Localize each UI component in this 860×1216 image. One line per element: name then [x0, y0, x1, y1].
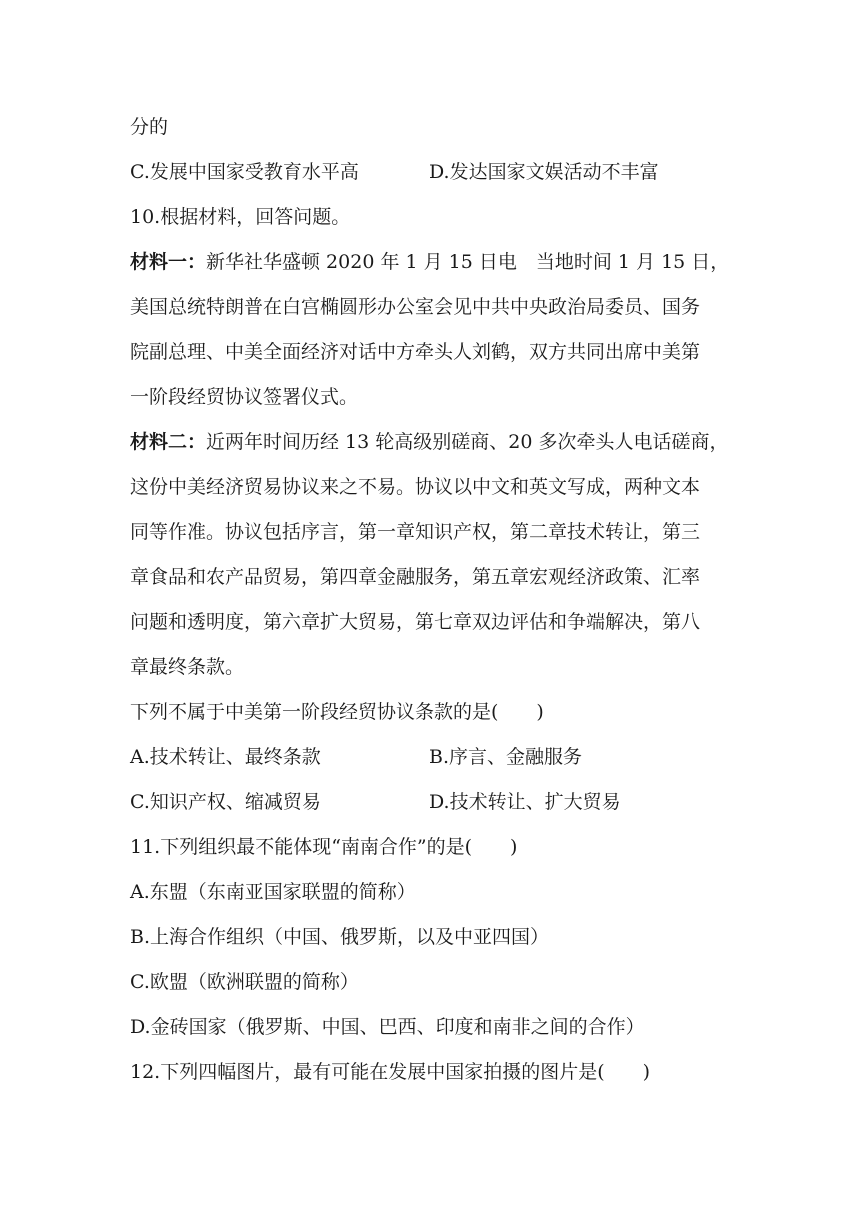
q10-material2-line-5: 问题和透明度，第六章扩大贸易，第七章双边评估和争端解决，第八	[130, 611, 701, 633]
q10-material2-line-3: 同等作准。协议包括序言，第一章知识产权，第二章技术转让，第三	[130, 521, 701, 543]
q11-option-d: D.金砖国家（俄罗斯、中国、巴西、印度和南非之间的合作）	[130, 1016, 645, 1038]
q10-material2-line-6: 章最终条款。	[130, 656, 245, 678]
q10-question: 下列不属于中美第一阶段经贸协议条款的是( )	[130, 701, 544, 723]
q10-stem: 10.根据材料，回答问题。	[130, 206, 351, 228]
q9-option-c: C.发展中国家受教育水平高	[130, 161, 359, 183]
material1-text-1: 新华社华盛顿 2020 年 1 月 15 日电 当地时间 1 月 15 日，	[206, 251, 730, 273]
q9-continuation: 分的	[130, 116, 169, 138]
material1-label: 材料一：	[130, 251, 207, 273]
q10-option-b: B.序言、金融服务	[429, 746, 583, 768]
q10-option-d: D.技术转让、扩大贸易	[429, 791, 621, 813]
material2-label: 材料二：	[130, 431, 207, 453]
q10-option-a: A.技术转让、最终条款	[130, 746, 321, 768]
q12-stem: 12.下列四幅图片，最有可能在发展中国家拍摄的图片是( )	[130, 1061, 651, 1083]
q11-option-c: C.欧盟（欧洲联盟的简称）	[130, 971, 359, 993]
q9-options-row	[130, 160, 730, 184]
q10-material2-line-1	[130, 430, 729, 454]
q9-option-d: D.发达国家文娱活动不丰富	[429, 161, 659, 183]
q10-options-row-2	[130, 790, 730, 814]
q10-material1-line-4: 一阶段经贸协议签署仪式。	[130, 386, 359, 408]
q11-option-a: A.东盟（东南亚国家联盟的简称）	[130, 881, 416, 903]
q10-material2-line-4: 章食品和农产品贸易，第四章金融服务，第五章宏观经济政策、汇率	[130, 566, 701, 588]
material2-text-1: 近两年时间历经 13 轮高级别磋商、20 多次牵头人电话磋商，	[206, 431, 729, 453]
q10-option-c: C.知识产权、缩减贸易	[130, 791, 321, 813]
q10-options-row-1	[130, 745, 730, 769]
q10-material2-line-2: 这份中美经济贸易协议来之不易。协议以中文和英文写成，两种文本	[130, 476, 701, 498]
q11-option-b: B.上海合作组织（中国、俄罗斯，以及中亚四国）	[130, 926, 550, 948]
q10-material1-line-1	[130, 250, 729, 274]
q11-stem: 11.下列组织最不能体现“南南合作”的是( )	[130, 836, 518, 858]
q10-material1-line-3: 院副总理、中美全面经济对话中方牵头人刘鹤，双方共同出席中美第	[130, 341, 701, 363]
q10-material1-line-2: 美国总统特朗普在白宫椭圆形办公室会见中共中央政治局委员、国务	[130, 296, 701, 318]
